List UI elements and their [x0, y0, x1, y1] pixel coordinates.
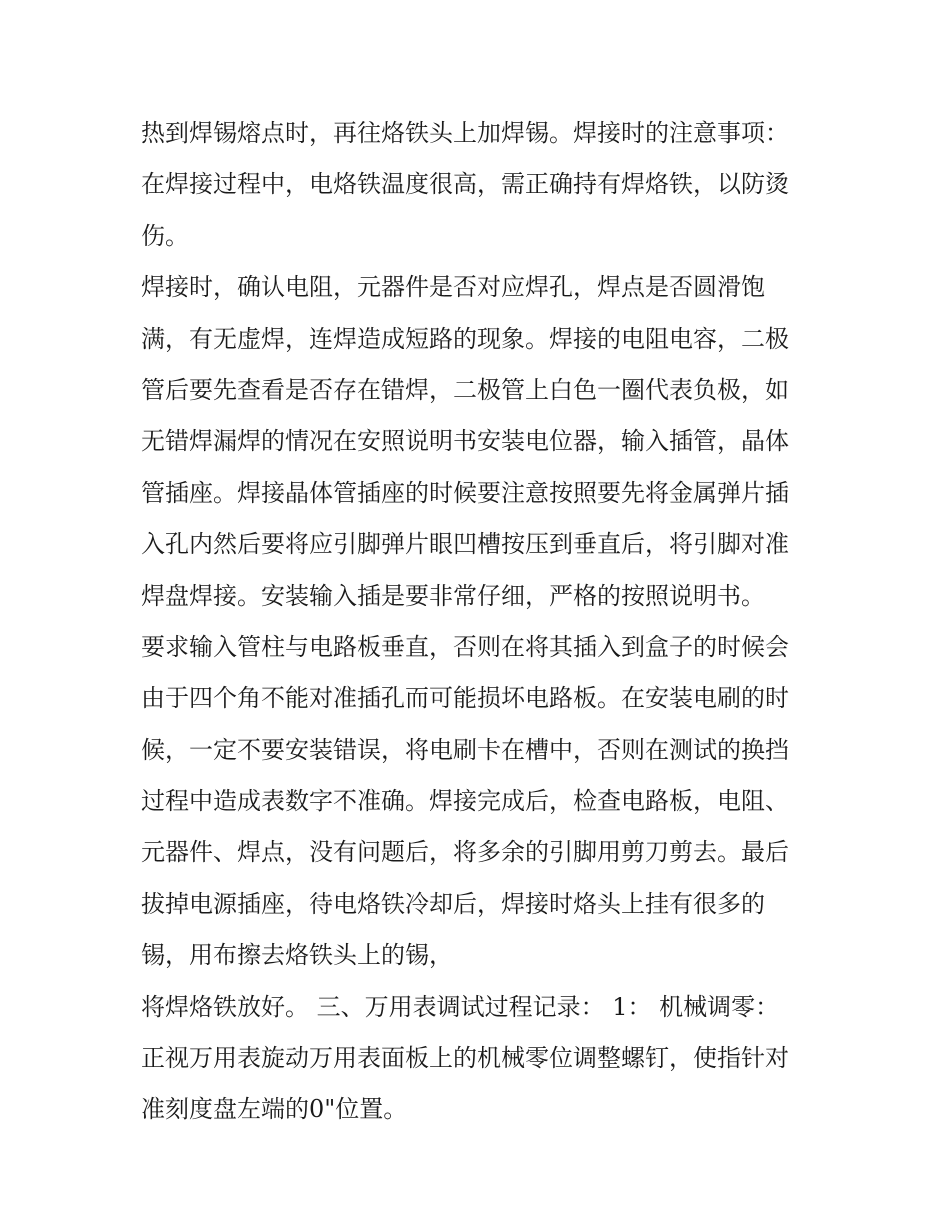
- text-line: 伤。: [141, 221, 189, 250]
- text-line: 元器件、焊点，没有问题后，将多余的引脚用剪刀剪去。最后: [141, 838, 789, 867]
- text-line: 满，有无虚焊，连焊造成短路的现象。焊接的电阻电容，二极: [141, 324, 789, 353]
- text-line: 焊接时，确认电阻，元器件是否对应焊孔，焊点是否圆滑饱: [141, 273, 765, 302]
- text-line: 管后要先查看是否存在错焊，二极管上白色一圈代表负极，如: [141, 375, 789, 404]
- text-line: 锡，用布擦去烙铁头上的锡，: [141, 941, 453, 970]
- text-line: 由于四个角不能对准插孔而可能损坏电路板。在安装电刷的时: [141, 684, 789, 713]
- text-line: 焊盘焊接。安装输入插是要非常仔细，严格的按照说明书。: [141, 581, 765, 610]
- text-line: 管插座。焊接晶体管插座的时候要注意按照要先将金属弹片插: [141, 478, 789, 507]
- text-line: 准刻度盘左端的0"位置。: [141, 1095, 408, 1124]
- text-line: 将焊烙铁放好。 三、万用表调试过程记录： 1： 机械调零：: [141, 992, 780, 1021]
- text-line: 要求输入管柱与电路板垂直，否则在将其插入到盒子的时候会: [141, 632, 789, 661]
- text-line: 在焊接过程中，电烙铁温度很高，需正确持有焊烙铁，以防烫: [141, 170, 789, 199]
- text-line: 入孔内然后要将应引脚弹片眼凹槽按压到垂直后，将引脚对准: [141, 530, 789, 559]
- text-line: 拔掉电源插座，待电烙铁冷却后，焊接时烙头上挂有很多的: [141, 889, 765, 918]
- text-line: 候，一定不要安装错误，将电刷卡在槽中，否则在测试的换挡: [141, 735, 789, 764]
- text-line: 正视万用表旋动万用表面板上的机械零位调整螺钉，使指针对: [141, 1044, 789, 1073]
- text-line: 过程中造成表数字不准确。焊接完成后，检查电路板，电阻、: [141, 787, 789, 816]
- text-line: 无错焊漏焊的情况在安照说明书安装电位器，输入插管，晶体: [141, 427, 789, 456]
- document-body: [141, 108, 821, 1136]
- text-line: 热到焊锡熔点时，再往烙铁头上加焊锡。焊接时的注意事项：: [141, 119, 789, 147]
